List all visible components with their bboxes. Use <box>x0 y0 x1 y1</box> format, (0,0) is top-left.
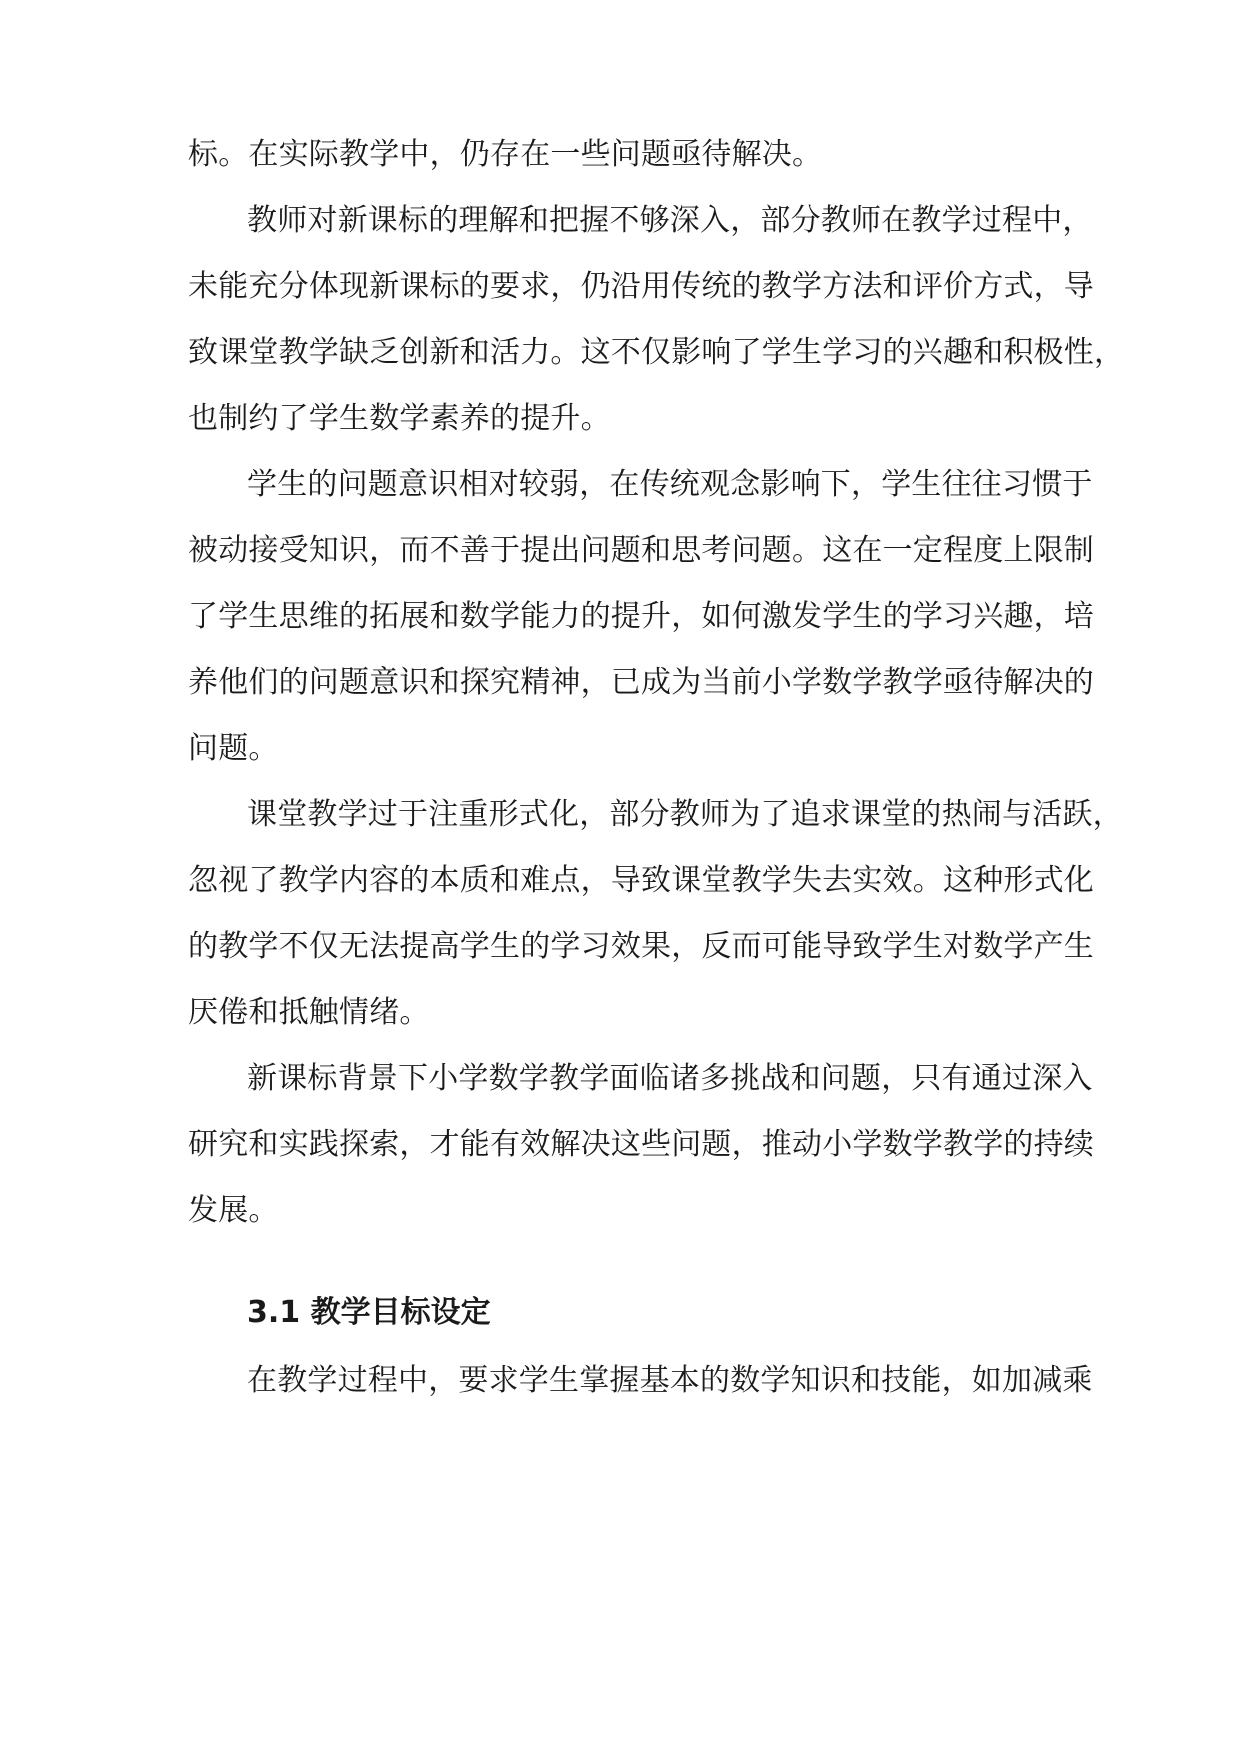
paragraph-line: 新课标背景下小学数学教学面临诸多挑战和问题，只有通过深入 <box>247 1061 1093 1096</box>
paragraph-line: 的教学不仅无法提高学生的学习效果，反而可能导致学生对数学产生 <box>188 929 1094 964</box>
paragraph-line: 发展。 <box>188 1193 279 1228</box>
paragraph-line: 在教学过程中，要求学生掌握基本的数学知识和技能，如加减乘 <box>247 1363 1093 1398</box>
paragraph-line: 养他们的问题意识和探究精神，已成为当前小学数学教学亟待解决的 <box>188 665 1094 700</box>
paragraph-line: 教师对新课标的理解和把握不够深入，部分教师在教学过程中， <box>247 203 1093 238</box>
paragraph-line: 忽视了教学内容的本质和难点，导致课堂教学失去实效。这种形式化 <box>188 863 1094 898</box>
paragraph-line: 课堂教学过于注重形式化，部分教师为了追求课堂的热闹与活跃， <box>247 797 1123 832</box>
paragraph-line: 厌倦和抵触情绪。 <box>188 995 430 1030</box>
paragraph-line: 致课堂教学缺乏创新和活力。这不仅影响了学生学习的兴趣和积极性， <box>188 335 1125 370</box>
section-heading: 3.1 教学目标设定 <box>247 1295 491 1330</box>
paragraph-line: 标。在实际教学中，仍存在一些问题亟待解决。 <box>188 137 823 172</box>
paragraph-line: 被动接受知识，而不善于提出问题和思考问题。这在一定程度上限制 <box>188 533 1094 568</box>
paragraph-line: 学生的问题意识相对较弱，在传统观念影响下，学生往往习惯于 <box>247 467 1093 502</box>
paragraph-line: 了学生思维的拓展和数学能力的提升，如何激发学生的学习兴趣，培 <box>188 599 1094 634</box>
paragraph-line: 未能充分体现新课标的要求，仍沿用传统的教学方法和评价方式，导 <box>188 269 1094 304</box>
paragraph-line: 问题。 <box>188 731 279 766</box>
paragraph-line: 也制约了学生数学素养的提升。 <box>188 401 611 436</box>
paragraph-line: 研究和实践探索，才能有效解决这些问题，推动小学数学教学的持续 <box>188 1127 1094 1162</box>
